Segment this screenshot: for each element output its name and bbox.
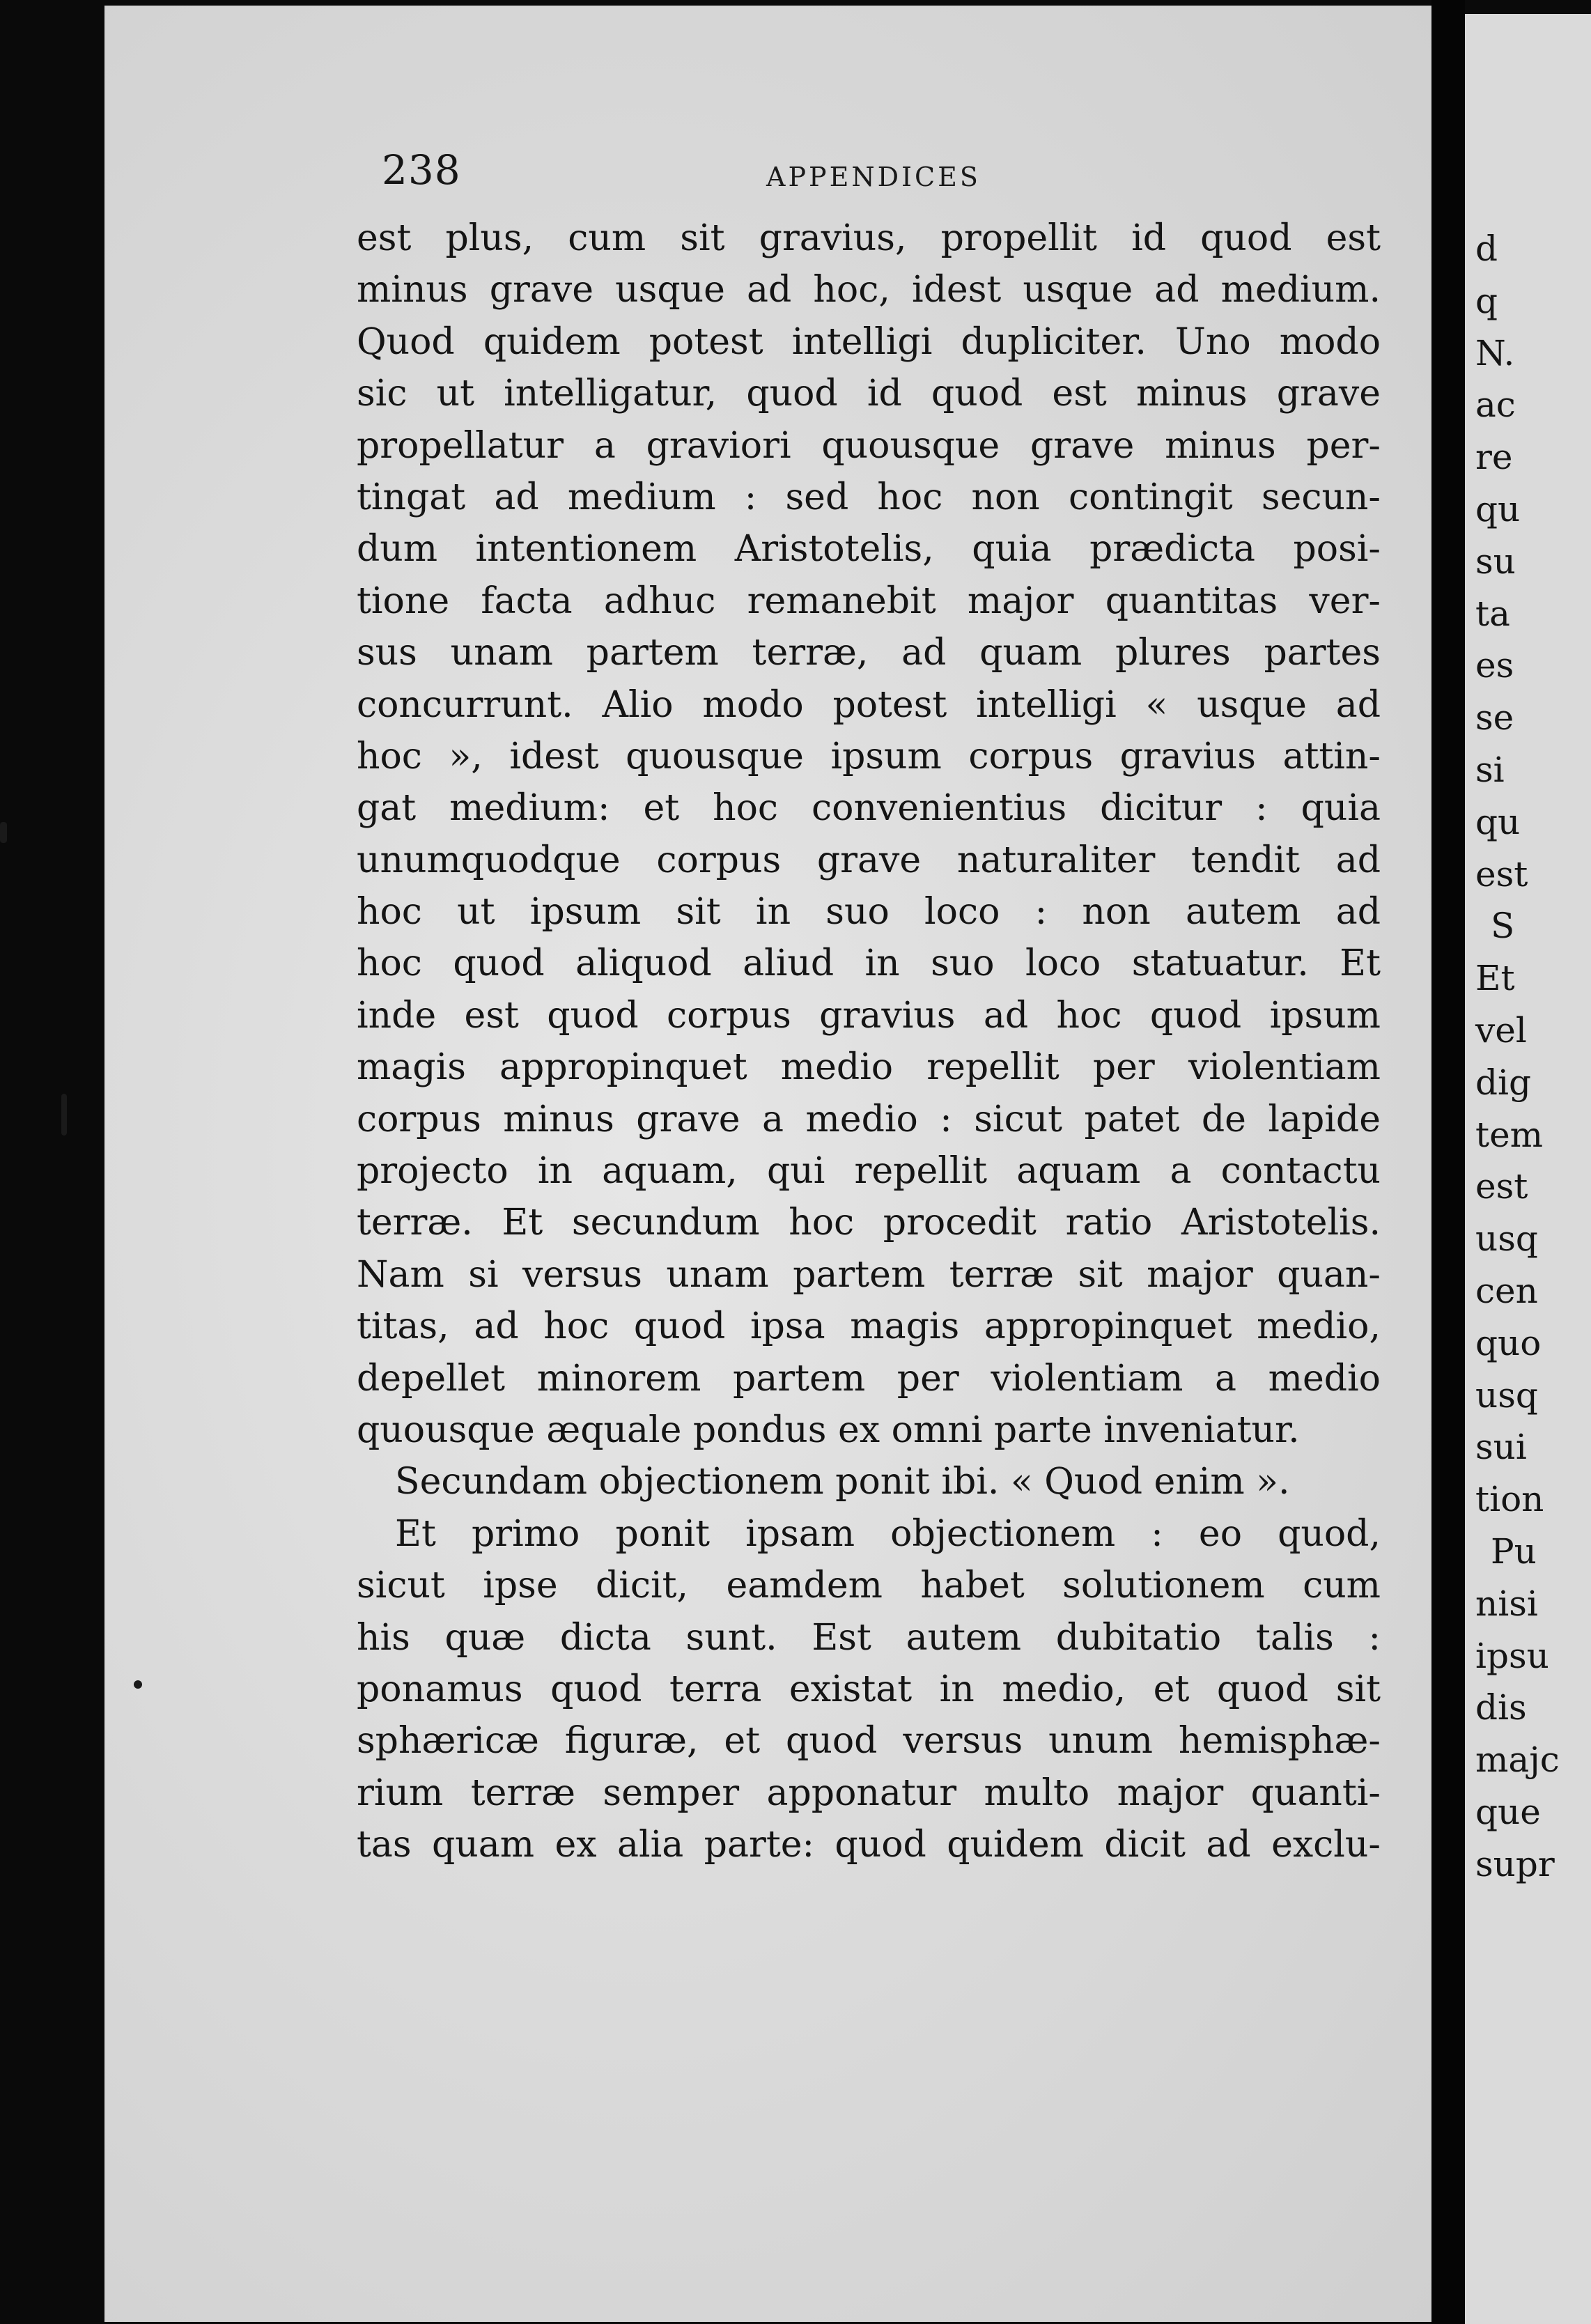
right-text-fragment: N. xyxy=(1475,332,1515,373)
right-text-fragment: ac xyxy=(1475,385,1516,426)
book-gutter xyxy=(1431,0,1465,2324)
text-line: hoc », idest quousque ipsum corpus gravius attin- xyxy=(357,735,1381,777)
text-line: propellatur a graviori quousque grave minus per- xyxy=(357,424,1381,467)
text-line: magis appropinquet medio repellit per violentiam xyxy=(357,1046,1381,1089)
right-text-fragment: quo xyxy=(1475,1322,1542,1363)
text-line: concurrunt. Alio modo potest intelligi « usque ad xyxy=(357,683,1381,726)
page-header xyxy=(382,146,1371,195)
text-line: tingat ad medium : sed hoc non contingit secun- xyxy=(357,476,1381,518)
running-head: APPENDICES xyxy=(766,162,981,192)
text-line: sus unam partem terræ, ad quam plures partes xyxy=(357,632,1381,674)
scan-speck xyxy=(0,822,7,843)
right-text-fragment: est xyxy=(1475,1166,1528,1207)
text-line: ponamus quod terra existat in medio, et quod sit xyxy=(357,1668,1381,1710)
right-text-fragment: se xyxy=(1475,697,1514,738)
text-line: quousque æquale pondus ex omni parte inveniatur. xyxy=(357,1409,1300,1451)
right-text-fragment: Pu xyxy=(1491,1531,1537,1572)
right-text-fragment: majc xyxy=(1475,1740,1560,1781)
body-text xyxy=(357,212,1381,1871)
right-text-fragment: tion xyxy=(1475,1479,1544,1520)
text-line: depellet minorem partem per violentiam a medio xyxy=(357,1357,1381,1400)
right-text-fragment: es xyxy=(1475,645,1514,686)
text-line: Secundam objectionem ponit ibi. « Quod enim ». xyxy=(395,1461,1290,1503)
text-line: unumquodque corpus grave naturaliter tendit ad xyxy=(357,839,1381,881)
text-line: titas, ad hoc quod ipsa magis appropinquet medio, xyxy=(357,1306,1381,1348)
text-line: inde est quod corpus gravius ad hoc quod ipsum xyxy=(357,994,1381,1037)
text-line: sphæricæ figuræ, et quod versus unum hemisphæ- xyxy=(357,1720,1381,1763)
right-text-fragment: sui xyxy=(1475,1427,1527,1468)
right-text-fragment: Et xyxy=(1475,958,1515,999)
right-text-fragment: cen xyxy=(1475,1270,1538,1311)
right-text-fragment: nisi xyxy=(1475,1583,1538,1624)
text-line: corpus minus grave a medio : sicut patet de lapide xyxy=(357,1098,1381,1140)
right-text-fragment: ipsu xyxy=(1475,1635,1549,1676)
text-line: rium terræ semper apponatur multo major quanti- xyxy=(357,1772,1381,1814)
page-number: 238 xyxy=(382,146,461,194)
text-line: sic ut intelligatur, quod id quod est minus grave xyxy=(357,373,1381,415)
text-line: his quæ dicta sunt. Est autem dubitatio talis : xyxy=(357,1616,1381,1659)
right-text-fragment: S xyxy=(1491,906,1515,947)
text-line: Et primo ponit ipsam objectionem : eo quod, xyxy=(395,1512,1381,1555)
right-text-fragment: su xyxy=(1475,541,1516,582)
text-line: hoc ut ipsum sit in suo loco : non autem ad xyxy=(357,891,1381,934)
right-text-fragment: dis xyxy=(1475,1687,1527,1728)
right-text-fragment: dig xyxy=(1475,1062,1532,1103)
right-text-fragment: d xyxy=(1475,228,1498,269)
text-line: tas quam ex alia parte: quod quidem dicit ad exclu- xyxy=(357,1824,1381,1866)
right-text-fragment: si xyxy=(1475,749,1505,790)
right-text-fragment: usq xyxy=(1475,1374,1538,1416)
text-line: projecto in aquam, qui repellit aquam a contactu xyxy=(357,1150,1381,1193)
right-text-fragment: usq xyxy=(1475,1218,1538,1260)
text-line: est plus, cum sit gravius, propellit id quod est xyxy=(357,217,1381,259)
right-text-fragment: qu xyxy=(1475,488,1521,529)
right-text-fragment: q xyxy=(1475,280,1498,321)
right-text-fragment: supr xyxy=(1475,1843,1555,1884)
scan-speck xyxy=(61,1094,67,1136)
right-text-fragment: ta xyxy=(1475,593,1510,634)
scan-speck xyxy=(134,1680,142,1689)
right-text-fragment: vel xyxy=(1475,1009,1527,1051)
text-line: gat medium: et hoc convenientius dicitur : quia xyxy=(357,787,1381,830)
right-text-fragment: est xyxy=(1475,853,1528,894)
text-line: Nam si versus unam partem terræ sit major quan- xyxy=(357,1253,1381,1296)
right-text-fragment: re xyxy=(1475,437,1513,478)
text-line: minus grave usque ad hoc, idest usque ad medium. xyxy=(357,269,1381,311)
right-text-fragment: tem xyxy=(1475,1114,1544,1155)
right-text-fragment: qu xyxy=(1475,801,1521,842)
text-line: sicut ipse dicit, eamdem habet solutionem cum xyxy=(357,1565,1381,1607)
right-page-text xyxy=(1463,223,1591,1891)
right-text-fragment: que xyxy=(1475,1791,1541,1832)
text-line: hoc quod aliquod aliud in suo loco statuatur. Et xyxy=(357,943,1381,985)
text-line: Quod quidem potest intelligi dupliciter. Uno modo xyxy=(357,320,1381,363)
text-line: terræ. Et secundum hoc procedit ratio Aristotelis. xyxy=(357,1202,1381,1244)
text-line: tione facta adhuc remanebit major quantitas ver- xyxy=(357,580,1381,622)
text-line: dum intentionem Aristotelis, quia prædicta posi- xyxy=(357,528,1381,571)
